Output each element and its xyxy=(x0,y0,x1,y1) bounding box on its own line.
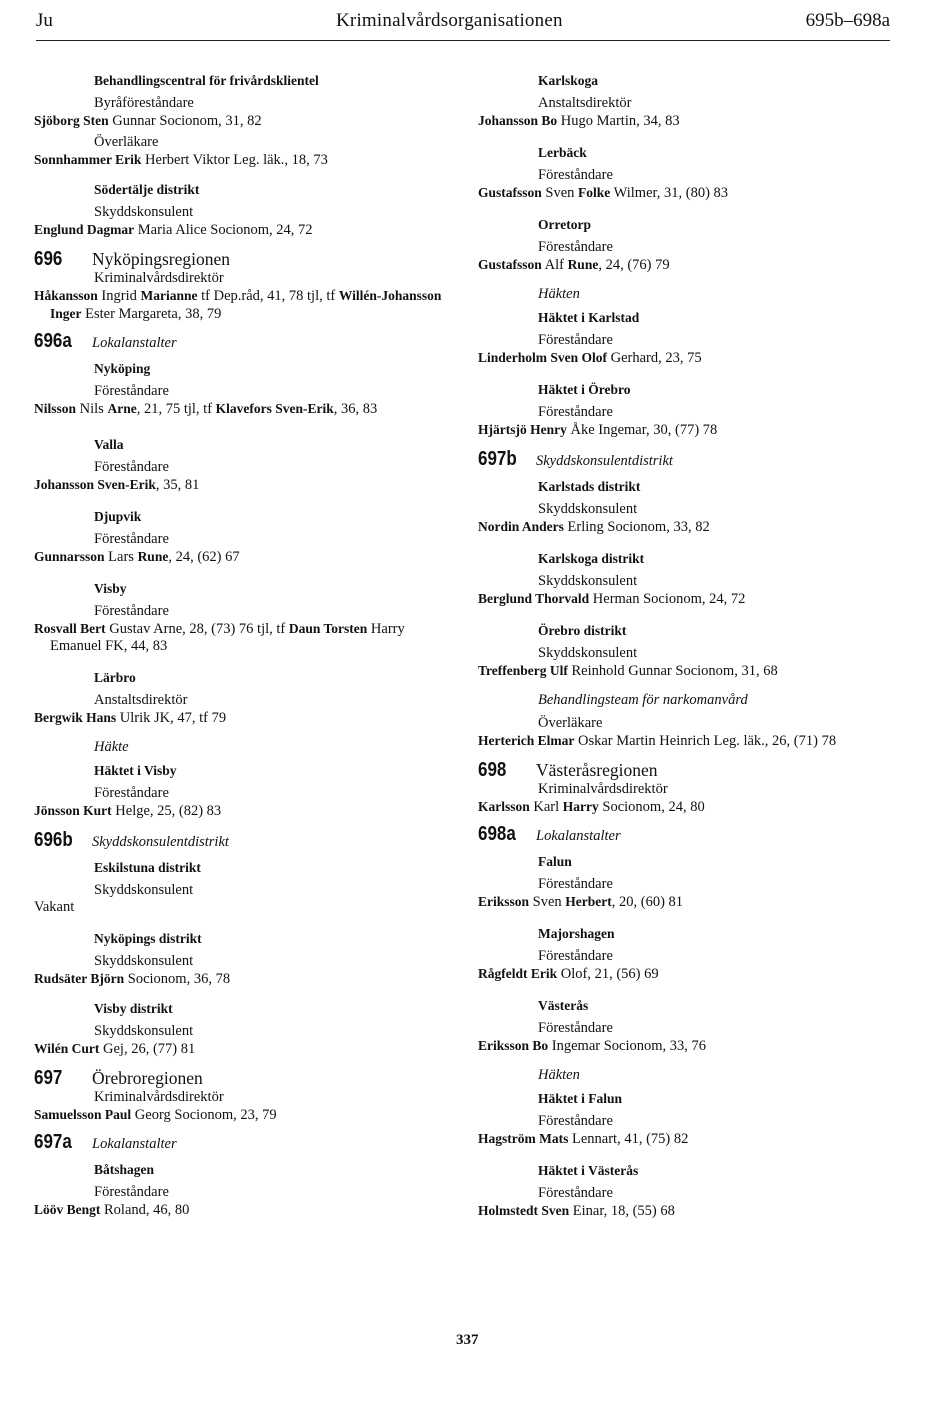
header-title: Kriminalvårdsorganisationen xyxy=(336,10,563,31)
unit-name: Lerbäck xyxy=(538,145,587,160)
header-department: Ju xyxy=(36,10,53,31)
role: Föreståndare xyxy=(538,948,613,964)
role: Föreståndare xyxy=(538,1113,613,1129)
section-title: Örebroregionen xyxy=(92,1068,203,1088)
person-details: Socionom, 36, 78 xyxy=(124,971,231,987)
person-details: Hugo Martin, 34, 83 xyxy=(557,113,680,129)
unit-name: Karlskoga xyxy=(538,73,599,88)
role: Kriminalvårdsdirektör xyxy=(94,270,224,286)
role: Föreståndare xyxy=(538,167,613,183)
entry-karlskoga xyxy=(478,72,898,130)
section-title: Skyddskonsulentdistrikt xyxy=(536,453,673,469)
person-surname: Hjärtsjö Henry xyxy=(478,422,567,437)
person-details: Sven xyxy=(541,185,579,201)
entry-narkomanvard xyxy=(478,692,898,750)
person-details: Åke Ingemar, 30, (77) 78 xyxy=(566,422,718,438)
person xyxy=(34,151,444,169)
person xyxy=(478,184,898,202)
unit-name: Behandlingscentral för frivårdsklientel xyxy=(94,73,319,88)
unit-name: Orretorp xyxy=(538,217,591,232)
entry-majorshagen xyxy=(478,925,898,983)
person-surname: Herterich Elmar xyxy=(478,733,575,748)
section-696b xyxy=(34,829,444,851)
person-details: Georg Socionom, 23, 79 xyxy=(131,1107,277,1123)
person-surname: Nordin Anders xyxy=(478,519,564,534)
role: Överläkare xyxy=(94,134,159,150)
section-number: 697a xyxy=(34,1131,72,1153)
person-details: Herbert Viktor Leg. läk., 18, 73 xyxy=(141,152,328,168)
section-title: Lokalanstalter xyxy=(92,1136,177,1152)
unit-name: Häktet i Karlstad xyxy=(538,310,640,325)
section-title: Lokalanstalter xyxy=(92,335,177,351)
role: Skyddskonsulent xyxy=(94,882,194,898)
role: Överläkare xyxy=(538,715,603,731)
unit-name: Karlskoga distrikt xyxy=(538,551,645,566)
person-surname: Sonnhammer Erik xyxy=(34,152,142,167)
role: Skyddskonsulent xyxy=(538,645,638,661)
person-details: Maria Alice Socionom, 24, 72 xyxy=(134,222,313,238)
person xyxy=(478,421,898,439)
unit-name: Södertälje distrikt xyxy=(94,182,200,197)
person xyxy=(478,1202,898,1220)
person xyxy=(478,1037,898,1055)
unit-name: Visby xyxy=(94,581,127,596)
person-details: Gej, 26, (77) 81 xyxy=(99,1041,196,1057)
person-details: , 35, 81 xyxy=(155,477,200,493)
section-698a xyxy=(478,823,898,845)
person-surname: Johansson Bo xyxy=(478,113,558,128)
person xyxy=(34,802,444,820)
unit-name: Karlstads distrikt xyxy=(538,479,641,494)
person-details: Ingrid xyxy=(97,288,141,304)
person-details: Erling Socionom, 33, 82 xyxy=(563,519,710,535)
role: Föreståndare xyxy=(538,332,613,348)
person xyxy=(478,349,898,367)
person-surname: Treffenberg Ulf xyxy=(478,663,568,678)
role: Anstaltsdirektör xyxy=(538,95,632,111)
person xyxy=(478,112,898,130)
role: Föreståndare xyxy=(94,383,169,399)
role: Föreståndare xyxy=(94,785,169,801)
section-number: 698 xyxy=(478,759,507,781)
person-callname: Folke xyxy=(578,185,611,200)
person-details: , 21, 75 tjl, tf xyxy=(136,401,216,417)
person xyxy=(34,1106,444,1124)
section-title: Västeråsregionen xyxy=(536,760,658,780)
entry-vasteras xyxy=(478,997,898,1055)
page-number: 337 xyxy=(456,1332,479,1348)
role: Skyddskonsulent xyxy=(538,573,638,589)
person-surname: Gustafsson xyxy=(478,185,542,200)
entry-batshagen xyxy=(34,1161,444,1219)
person-surname: Linderholm Sven Olof xyxy=(478,350,608,365)
entry-sodertalje xyxy=(34,181,444,239)
person-details: Gunnar Socionom, 31, 82 xyxy=(108,113,262,129)
person-surname: Rosvall Bert xyxy=(34,621,106,636)
person-surname: Englund Dagmar xyxy=(34,222,135,237)
entry-valla xyxy=(34,436,444,494)
role: Föreståndare xyxy=(538,239,613,255)
person-details: Oskar Martin Heinrich Leg. läk., 26, (71) 78 xyxy=(574,733,837,749)
person-details: , 24, (76) 79 xyxy=(598,257,670,273)
person xyxy=(478,256,898,274)
person-surname: Lööv Bengt xyxy=(34,1202,101,1217)
person-surname: Willén-Johansson Inger xyxy=(50,288,442,321)
person-surname: Samuelsson Paul xyxy=(34,1107,132,1122)
section-number: 696 xyxy=(34,248,63,270)
person-details: , 24, (62) 67 xyxy=(168,549,240,565)
entry-karlskoga-distrikt xyxy=(478,550,898,608)
right-column xyxy=(478,72,898,1232)
vacant-label: Vakant xyxy=(34,899,75,915)
person-surname: Klavefors Sven-Erik xyxy=(215,401,334,416)
person-details: Nils xyxy=(76,401,108,417)
entry-orebro-distrikt xyxy=(478,622,898,680)
entry-djupvik xyxy=(34,508,444,566)
person xyxy=(34,112,444,130)
person-surname: Jönsson Kurt xyxy=(34,803,112,818)
person-callname: Arne xyxy=(107,401,137,416)
person-details: Wilmer, 31, (80) 83 xyxy=(610,185,729,201)
unit-name: Lärbro xyxy=(94,670,136,685)
person-details: Harry Emanuel FK, 44, 83 xyxy=(50,621,405,654)
person-surname: Daun Torsten xyxy=(288,621,368,636)
person-surname: Rudsäter Björn xyxy=(34,971,125,986)
person xyxy=(478,590,898,608)
person-callname: Herbert xyxy=(565,894,612,909)
person xyxy=(478,1130,898,1148)
person-details: Lars xyxy=(104,549,138,565)
person xyxy=(478,798,898,816)
person xyxy=(34,1201,444,1219)
section-697a xyxy=(34,1131,444,1153)
role: Föreståndare xyxy=(538,404,613,420)
section-697 xyxy=(34,1067,444,1124)
unit-name: Djupvik xyxy=(94,509,142,524)
person xyxy=(34,287,444,323)
unit-name: Häktet i Visby xyxy=(94,763,177,778)
person-details: Olof, 21, (56) 69 xyxy=(557,966,659,982)
section-number: 697 xyxy=(34,1067,63,1089)
person-callname: Harry xyxy=(562,799,599,814)
entry-lerback xyxy=(478,144,898,202)
person xyxy=(478,732,898,750)
entry-haktet-karlstad xyxy=(478,286,898,367)
header-section-range: 695b–698a xyxy=(805,10,890,31)
unit-name: Visby distrikt xyxy=(94,1001,173,1016)
person-surname: Eriksson xyxy=(478,894,530,909)
subhead: Häkte xyxy=(94,739,129,755)
entry-haktet-orebro xyxy=(478,381,898,439)
subhead: Behandlingsteam för narkomanvård xyxy=(538,692,748,708)
person-details: tf Dep.råd, 41, 78 tjl, tf xyxy=(197,288,339,304)
entry-falun xyxy=(478,853,898,911)
entry-haktet-vasteras xyxy=(478,1162,898,1220)
person xyxy=(34,476,444,494)
entry-hakte-visby xyxy=(34,739,444,820)
person-details: Lennart, 41, (75) 82 xyxy=(568,1131,689,1147)
person-surname: Gunnarsson xyxy=(34,549,105,564)
person-callname: Rune xyxy=(567,257,599,272)
person-details: Sven xyxy=(529,894,566,910)
person-surname: Gustafsson xyxy=(478,257,542,272)
page-header xyxy=(36,8,890,40)
role: Kriminalvårdsdirektör xyxy=(94,1089,224,1105)
person xyxy=(34,620,444,655)
section-697b xyxy=(478,448,898,470)
person-surname: Bergwik Hans xyxy=(34,710,117,725)
person-details: Roland, 46, 80 xyxy=(100,1202,190,1218)
entry-eskilstuna xyxy=(34,859,444,916)
unit-name: Falun xyxy=(538,854,572,869)
entry-behandlingscentral xyxy=(34,72,444,169)
person-details: Ulrik JK, 47, tf 79 xyxy=(116,710,227,726)
person-details: Herman Socionom, 24, 72 xyxy=(589,591,746,607)
entry-visby xyxy=(34,580,444,655)
entry-larbro xyxy=(34,669,444,727)
role: Skyddskonsulent xyxy=(538,501,638,517)
unit-name: Häktet i Falun xyxy=(538,1091,623,1106)
person xyxy=(34,1040,444,1058)
person-details: Reinhold Gunnar Socionom, 31, 68 xyxy=(567,663,778,679)
left-column xyxy=(34,72,444,1231)
person-details: Gerhard, 23, 75 xyxy=(607,350,702,366)
section-title: Nyköpingsregionen xyxy=(92,249,231,269)
role: Föreståndare xyxy=(538,1020,613,1036)
person xyxy=(34,970,444,988)
section-696 xyxy=(34,248,444,323)
unit-name: Nyköpings distrikt xyxy=(94,931,202,946)
person-details: Ester Margareta, 38, 79 xyxy=(81,306,222,322)
unit-name: Örebro distrikt xyxy=(538,623,627,638)
unit-name: Häktet i Örebro xyxy=(538,382,631,397)
unit-name: Eskilstuna distrikt xyxy=(94,860,201,875)
person xyxy=(34,221,444,239)
role: Föreståndare xyxy=(94,531,169,547)
role: Skyddskonsulent xyxy=(94,204,194,220)
entry-orretorp xyxy=(478,216,898,274)
person-surname: Eriksson Bo xyxy=(478,1038,549,1053)
person xyxy=(34,548,444,566)
person-surname: Wilén Curt xyxy=(34,1041,100,1056)
subhead: Häkten xyxy=(538,1067,580,1083)
person-surname: Holmstedt Sven xyxy=(478,1203,570,1218)
section-number: 696b xyxy=(34,829,73,851)
person-surname: Karlsson xyxy=(478,799,530,814)
person-callname: Rune xyxy=(137,549,169,564)
unit-name: Nyköping xyxy=(94,361,151,376)
subhead: Häkten xyxy=(538,286,580,302)
unit-name: Valla xyxy=(94,437,124,452)
unit-name: Häktet i Västerås xyxy=(538,1163,639,1178)
person-details: Ingemar Socionom, 33, 76 xyxy=(548,1038,707,1054)
role: Skyddskonsulent xyxy=(94,1023,194,1039)
person xyxy=(478,662,898,680)
person-details: , 20, (60) 81 xyxy=(611,894,684,910)
person-surname: Sjöborg Sten xyxy=(34,113,109,128)
person-surname: Håkansson xyxy=(34,288,98,303)
unit-name: Båtshagen xyxy=(94,1162,155,1177)
role: Föreståndare xyxy=(94,459,169,475)
entry-karlstads-distrikt xyxy=(478,478,898,536)
unit-name: Majorshagen xyxy=(538,926,615,941)
person-surname: Nilsson xyxy=(34,401,77,416)
person-callname: Marianne xyxy=(140,288,198,303)
role: Kriminalvårdsdirektör xyxy=(538,781,668,797)
entry-visby-distrikt xyxy=(34,1000,444,1058)
person-surname: Hagström Mats xyxy=(478,1131,569,1146)
unit-name: Västerås xyxy=(538,998,589,1013)
section-title: Lokalanstalter xyxy=(536,828,621,844)
entry-haktet-falun xyxy=(478,1067,898,1148)
person xyxy=(478,965,898,983)
section-title: Skyddskonsulentdistrikt xyxy=(92,834,229,850)
person-surname: Berglund Thorvald xyxy=(478,591,590,606)
role: Föreståndare xyxy=(538,1185,613,1201)
header-rule xyxy=(36,40,890,41)
section-number: 696a xyxy=(34,330,72,352)
person xyxy=(478,893,898,911)
person xyxy=(34,709,444,727)
role: Föreståndare xyxy=(94,1184,169,1200)
person-details: Karl xyxy=(529,799,563,815)
section-number: 697b xyxy=(478,448,517,470)
person-surname: Rågfeldt Erik xyxy=(478,966,558,981)
person xyxy=(478,518,898,536)
role: Föreståndare xyxy=(94,603,169,619)
role: Anstaltsdirektör xyxy=(94,692,188,708)
person-details: Helge, 25, (82) 83 xyxy=(111,803,222,819)
person-details: Gustav Arne, 28, (73) 76 tjl, tf xyxy=(105,621,289,637)
person-details: Einar, 18, (55) 68 xyxy=(569,1203,675,1219)
role: Byråföreståndare xyxy=(94,95,194,111)
entry-nykoping xyxy=(34,360,444,418)
role: Skyddskonsulent xyxy=(94,953,194,969)
person-details: , 36, 83 xyxy=(333,401,378,417)
section-696a xyxy=(34,330,444,352)
person-details: Alf xyxy=(541,257,568,273)
person xyxy=(34,400,444,418)
section-number: 698a xyxy=(478,823,516,845)
person-surname: Johansson Sven-Erik xyxy=(34,477,156,492)
entry-nykopings-distrikt xyxy=(34,930,444,988)
role: Föreståndare xyxy=(538,876,613,892)
person-details: Socionom, 24, 80 xyxy=(598,799,705,815)
section-698 xyxy=(478,759,898,816)
